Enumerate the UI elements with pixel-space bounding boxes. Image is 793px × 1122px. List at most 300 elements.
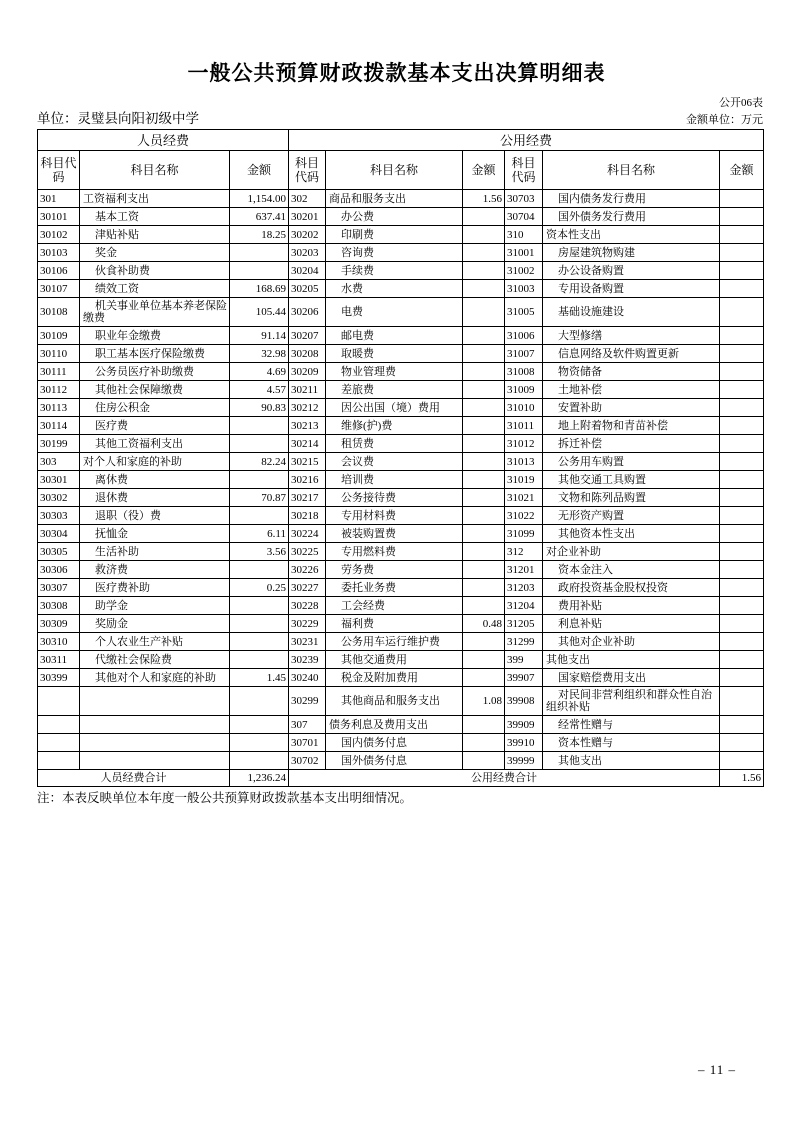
- group-header-personnel: 人员经费: [38, 130, 289, 151]
- amount: [230, 244, 289, 262]
- table-row: [38, 262, 764, 280]
- col-header-amount-1: 金额: [230, 151, 289, 190]
- amount: [463, 327, 505, 345]
- amount: [463, 262, 505, 280]
- subject-code: 30201: [289, 208, 326, 226]
- amount: [720, 561, 764, 579]
- subject-name: 其他资本性支出: [543, 525, 720, 543]
- subject-name: 住房公积金: [80, 399, 230, 417]
- table-row: [38, 435, 764, 453]
- amount: [230, 752, 289, 770]
- amount: 105.44: [230, 298, 289, 327]
- table-row: [38, 363, 764, 381]
- table-row: [38, 716, 764, 734]
- subject-code: 31099: [505, 525, 543, 543]
- subject-code: 312: [505, 543, 543, 561]
- subject-name: [80, 752, 230, 770]
- subject-code: 30309: [38, 615, 80, 633]
- subject-code: 30204: [289, 262, 326, 280]
- subject-name: 办公设备购置: [543, 262, 720, 280]
- subject-name: 资本性支出: [543, 226, 720, 244]
- subject-name: 离休费: [80, 471, 230, 489]
- table-row: [38, 208, 764, 226]
- subject-code: 30310: [38, 633, 80, 651]
- subject-code: 31013: [505, 453, 543, 471]
- subject-code: 30113: [38, 399, 80, 417]
- table-row: [38, 734, 764, 752]
- amount: 1.45: [230, 669, 289, 687]
- subject-name: 取暖费: [326, 345, 463, 363]
- amount: [720, 579, 764, 597]
- amount: [230, 435, 289, 453]
- subject-code: [38, 752, 80, 770]
- amount: [230, 651, 289, 669]
- subject-code: [38, 716, 80, 734]
- subject-name: 物资储备: [543, 363, 720, 381]
- amount: [463, 381, 505, 399]
- subject-name: 公务用车运行维护费: [326, 633, 463, 651]
- subject-code: 30205: [289, 280, 326, 298]
- subject-name: 其他商品和服务支出: [326, 687, 463, 716]
- personnel-total-label: 人员经费合计: [38, 770, 230, 787]
- subject-name: 基础设施建设: [543, 298, 720, 327]
- table-row: [38, 543, 764, 561]
- subject-name: [80, 716, 230, 734]
- subject-name: 经常性赠与: [543, 716, 720, 734]
- table-row: [38, 561, 764, 579]
- amount: [463, 651, 505, 669]
- subject-code: 30306: [38, 561, 80, 579]
- subject-code: 30301: [38, 471, 80, 489]
- subject-name: 其他对个人和家庭的补助: [80, 669, 230, 687]
- subject-name: 其他支出: [543, 752, 720, 770]
- subject-code: 31019: [505, 471, 543, 489]
- table-row: [38, 525, 764, 543]
- subject-name: 专用设备购置: [543, 280, 720, 298]
- table-row: [38, 244, 764, 262]
- subject-name: 专用燃料费: [326, 543, 463, 561]
- table-row: [38, 190, 764, 208]
- table-row: [38, 298, 764, 327]
- table-row: [38, 327, 764, 345]
- subject-code: 30240: [289, 669, 326, 687]
- amount-unit-label: 金额单位：万元: [686, 114, 763, 126]
- column-header-row: [38, 151, 764, 190]
- subject-name: 税金及附加费用: [326, 669, 463, 687]
- amount: [720, 298, 764, 327]
- subject-code: 30101: [38, 208, 80, 226]
- amount: [720, 752, 764, 770]
- subject-code: 30218: [289, 507, 326, 525]
- subject-name: 房屋建筑物购建: [543, 244, 720, 262]
- subject-name: 资本金注入: [543, 561, 720, 579]
- amount: [463, 489, 505, 507]
- subject-code: 30702: [289, 752, 326, 770]
- subject-name: 国外债务发行费用: [543, 208, 720, 226]
- subject-name: 退职（役）费: [80, 507, 230, 525]
- amount: [463, 734, 505, 752]
- subject-name: 安置补助: [543, 399, 720, 417]
- amount: [720, 262, 764, 280]
- subject-code: 39907: [505, 669, 543, 687]
- amount: [720, 525, 764, 543]
- subject-name: 职业年金缴费: [80, 327, 230, 345]
- col-header-name-3: 科目名称: [543, 151, 720, 190]
- subject-code: 30224: [289, 525, 326, 543]
- table-row: [38, 615, 764, 633]
- amount: [230, 507, 289, 525]
- table-row: [38, 579, 764, 597]
- subject-code: 31011: [505, 417, 543, 435]
- subject-code: 302: [289, 190, 326, 208]
- amount: [463, 417, 505, 435]
- amount: 0.48: [463, 615, 505, 633]
- group-header-public: 公用经费: [289, 130, 764, 151]
- subject-name: 退休费: [80, 489, 230, 507]
- subject-name: 劳务费: [326, 561, 463, 579]
- subject-code: 31005: [505, 298, 543, 327]
- subject-code: 30109: [38, 327, 80, 345]
- subject-name: 福利费: [326, 615, 463, 633]
- subject-name: 对民间非营利组织和群众性自治组织补贴: [543, 687, 720, 716]
- subject-name: 个人农业生产补贴: [80, 633, 230, 651]
- amount: [463, 597, 505, 615]
- subject-code: 31022: [505, 507, 543, 525]
- subject-code: 31012: [505, 435, 543, 453]
- subject-code: 30226: [289, 561, 326, 579]
- subject-name: 利息补贴: [543, 615, 720, 633]
- subject-name: 差旅费: [326, 381, 463, 399]
- amount: [230, 734, 289, 752]
- amount: [720, 453, 764, 471]
- amount: [463, 543, 505, 561]
- subject-code: 30239: [289, 651, 326, 669]
- subject-code: 30228: [289, 597, 326, 615]
- table-head: [38, 130, 764, 190]
- subject-code: 307: [289, 716, 326, 734]
- amount: [720, 190, 764, 208]
- amount: [720, 471, 764, 489]
- table-row: [38, 489, 764, 507]
- subject-name: 工资福利支出: [80, 190, 230, 208]
- subject-code: 31204: [505, 597, 543, 615]
- amount: [230, 615, 289, 633]
- subject-code: 31003: [505, 280, 543, 298]
- amount: [230, 597, 289, 615]
- subject-code: 30107: [38, 280, 80, 298]
- subject-code: 31203: [505, 579, 543, 597]
- amount: 3.56: [230, 543, 289, 561]
- amount: 0.25: [230, 579, 289, 597]
- subject-code: [38, 687, 80, 716]
- amount: 1.56: [463, 190, 505, 208]
- subject-code: 30231: [289, 633, 326, 651]
- subject-code: 30308: [38, 597, 80, 615]
- meta-row: [37, 111, 763, 127]
- subject-code: [38, 734, 80, 752]
- subject-name: 无形资产购置: [543, 507, 720, 525]
- col-header-code-1: 科目代码: [38, 151, 80, 190]
- table-row: [38, 752, 764, 770]
- subject-code: 30225: [289, 543, 326, 561]
- subject-name: 其他交通工具购置: [543, 471, 720, 489]
- subject-name: 被装购置费: [326, 525, 463, 543]
- subject-name: 债务利息及费用支出: [326, 716, 463, 734]
- col-header-code-2: 科目代码: [289, 151, 326, 190]
- subject-code: 30102: [38, 226, 80, 244]
- subject-code: 31006: [505, 327, 543, 345]
- amount: [463, 525, 505, 543]
- subject-name: 医疗费: [80, 417, 230, 435]
- amount: [720, 633, 764, 651]
- subject-name: 其他对企业补助: [543, 633, 720, 651]
- subject-code: 39908: [505, 687, 543, 716]
- subject-code: 30704: [505, 208, 543, 226]
- amount: 4.69: [230, 363, 289, 381]
- subject-name: 工会经费: [326, 597, 463, 615]
- subject-code: 30199: [38, 435, 80, 453]
- col-header-name-1: 科目名称: [80, 151, 230, 190]
- table-row: [38, 417, 764, 435]
- subject-code: 39999: [505, 752, 543, 770]
- amount: 91.14: [230, 327, 289, 345]
- subject-name: 救济费: [80, 561, 230, 579]
- subject-code: 399: [505, 651, 543, 669]
- subject-code: 30304: [38, 525, 80, 543]
- amount: [720, 363, 764, 381]
- subject-code: 30111: [38, 363, 80, 381]
- table-row: [38, 280, 764, 298]
- amount: [720, 208, 764, 226]
- table-row: [38, 597, 764, 615]
- subject-name: 物业管理费: [326, 363, 463, 381]
- subject-name: 职工基本医疗保险缴费: [80, 345, 230, 363]
- amount: [720, 651, 764, 669]
- subject-name: 公务员医疗补助缴费: [80, 363, 230, 381]
- subject-name: 公务用车购置: [543, 453, 720, 471]
- expenditure-table: [37, 129, 764, 787]
- table-row: [38, 453, 764, 471]
- amount: [230, 687, 289, 716]
- subject-code: 30217: [289, 489, 326, 507]
- amount: [230, 561, 289, 579]
- amount: [720, 543, 764, 561]
- amount: [720, 399, 764, 417]
- subject-name: 办公费: [326, 208, 463, 226]
- subject-code: 30229: [289, 615, 326, 633]
- table-row: [38, 633, 764, 651]
- table-row: [38, 651, 764, 669]
- subject-code: 30207: [289, 327, 326, 345]
- subject-code: 30103: [38, 244, 80, 262]
- amount: [720, 226, 764, 244]
- amount: [463, 363, 505, 381]
- subject-name: 专用材料费: [326, 507, 463, 525]
- subject-name: 资本性赠与: [543, 734, 720, 752]
- amount: [463, 298, 505, 327]
- amount: [720, 244, 764, 262]
- table-row: [38, 687, 764, 716]
- amount: 168.69: [230, 280, 289, 298]
- amount: [230, 471, 289, 489]
- amount: 6.11: [230, 525, 289, 543]
- subject-name: 土地补偿: [543, 381, 720, 399]
- subject-code: 30311: [38, 651, 80, 669]
- col-header-code-3: 科目代码: [505, 151, 543, 190]
- subject-code: 31010: [505, 399, 543, 417]
- public-total-label: 公用经费合计: [289, 770, 720, 787]
- subject-code: 30213: [289, 417, 326, 435]
- amount: [720, 734, 764, 752]
- subject-name: 其他支出: [543, 651, 720, 669]
- amount: [463, 633, 505, 651]
- subject-name: 咨询费: [326, 244, 463, 262]
- amount: [463, 507, 505, 525]
- subject-name: 国家赔偿费用支出: [543, 669, 720, 687]
- table-row: [38, 345, 764, 363]
- subject-code: 301: [38, 190, 80, 208]
- subject-code: 310: [505, 226, 543, 244]
- subject-code: 31009: [505, 381, 543, 399]
- subject-name: [80, 687, 230, 716]
- subject-code: 30203: [289, 244, 326, 262]
- amount: [463, 435, 505, 453]
- subject-name: [80, 734, 230, 752]
- subject-code: 30202: [289, 226, 326, 244]
- amount: 32.98: [230, 345, 289, 363]
- subject-name: 委托业务费: [326, 579, 463, 597]
- subject-name: 大型修缮: [543, 327, 720, 345]
- subject-name: 抚恤金: [80, 525, 230, 543]
- subject-name: 拆迁补偿: [543, 435, 720, 453]
- totals-row: [38, 770, 764, 787]
- amount: [463, 280, 505, 298]
- table-row: [38, 399, 764, 417]
- subject-code: 30114: [38, 417, 80, 435]
- amount: [720, 597, 764, 615]
- page-title: 一般公共预算财政拨款基本支出决算明细表: [187, 62, 606, 85]
- table-row: [38, 226, 764, 244]
- subject-name: 会议费: [326, 453, 463, 471]
- amount: [463, 579, 505, 597]
- subject-code: 30216: [289, 471, 326, 489]
- subject-code: 31299: [505, 633, 543, 651]
- subject-code: 30106: [38, 262, 80, 280]
- subject-name: 文物和陈列品购置: [543, 489, 720, 507]
- table-row: [38, 669, 764, 687]
- subject-name: 机关事业单位基本养老保险缴费: [80, 298, 230, 327]
- amount: [463, 669, 505, 687]
- subject-code: 30307: [38, 579, 80, 597]
- subject-name: 商品和服务支出: [326, 190, 463, 208]
- amount: 1.08: [463, 687, 505, 716]
- subject-code: 30212: [289, 399, 326, 417]
- amount: [230, 262, 289, 280]
- subject-code: 30206: [289, 298, 326, 327]
- subject-name: 代缴社会保险费: [80, 651, 230, 669]
- subject-name: 费用补贴: [543, 597, 720, 615]
- subject-name: 水费: [326, 280, 463, 298]
- subject-code: 30399: [38, 669, 80, 687]
- subject-name: 手续费: [326, 262, 463, 280]
- subject-code: 30108: [38, 298, 80, 327]
- subject-code: 31008: [505, 363, 543, 381]
- amount: 637.41: [230, 208, 289, 226]
- amount: [463, 716, 505, 734]
- subject-name: 电费: [326, 298, 463, 327]
- subject-code: 31002: [505, 262, 543, 280]
- amount: [720, 716, 764, 734]
- subject-code: 30299: [289, 687, 326, 716]
- subject-name: 助学金: [80, 597, 230, 615]
- amount: [463, 453, 505, 471]
- content-area: [37, 97, 763, 806]
- amount: [463, 561, 505, 579]
- amount: 82.24: [230, 453, 289, 471]
- subject-code: 303: [38, 453, 80, 471]
- amount: [720, 687, 764, 716]
- subject-code: 31201: [505, 561, 543, 579]
- subject-name: 国内债务付息: [326, 734, 463, 752]
- subject-name: 其他社会保障缴费: [80, 381, 230, 399]
- amount: [720, 327, 764, 345]
- subject-name: 邮电费: [326, 327, 463, 345]
- subject-name: 培训费: [326, 471, 463, 489]
- subject-name: 奖励金: [80, 615, 230, 633]
- subject-name: 地上附着物和青苗补偿: [543, 417, 720, 435]
- subject-code: 30303: [38, 507, 80, 525]
- amount: [463, 399, 505, 417]
- amount: [720, 669, 764, 687]
- amount: 4.57: [230, 381, 289, 399]
- amount: [720, 507, 764, 525]
- subject-name: 伙食补助费: [80, 262, 230, 280]
- subject-code: 30214: [289, 435, 326, 453]
- subject-name: 信息网络及软件购置更新: [543, 345, 720, 363]
- subject-name: 租赁费: [326, 435, 463, 453]
- amount: [720, 489, 764, 507]
- amount: [230, 417, 289, 435]
- subject-code: 30227: [289, 579, 326, 597]
- subject-code: 30701: [289, 734, 326, 752]
- subject-name: 生活补助: [80, 543, 230, 561]
- subject-code: 31021: [505, 489, 543, 507]
- subject-code: 30703: [505, 190, 543, 208]
- amount: [720, 381, 764, 399]
- subject-name: 津贴补贴: [80, 226, 230, 244]
- subject-name: 公务接待费: [326, 489, 463, 507]
- subject-code: 30110: [38, 345, 80, 363]
- table-body: [38, 190, 764, 770]
- amount: 90.83: [230, 399, 289, 417]
- subject-name: 其他交通费用: [326, 651, 463, 669]
- subject-code: 30208: [289, 345, 326, 363]
- subject-name: 国内债务发行费用: [543, 190, 720, 208]
- personnel-total-amount: 1,236.24: [230, 770, 289, 787]
- subject-name: 对企业补助: [543, 543, 720, 561]
- public-total-amount: 1.56: [720, 770, 764, 787]
- subject-name: 医疗费补助: [80, 579, 230, 597]
- subject-name: 对个人和家庭的补助: [80, 453, 230, 471]
- subject-name: 奖金: [80, 244, 230, 262]
- subject-name: 因公出国（境）费用: [326, 399, 463, 417]
- subject-code: 30112: [38, 381, 80, 399]
- subject-code: 30305: [38, 543, 80, 561]
- col-header-amount-3: 金额: [720, 151, 764, 190]
- amount: [720, 345, 764, 363]
- col-header-name-2: 科目名称: [326, 151, 463, 190]
- subject-name: 其他工资福利支出: [80, 435, 230, 453]
